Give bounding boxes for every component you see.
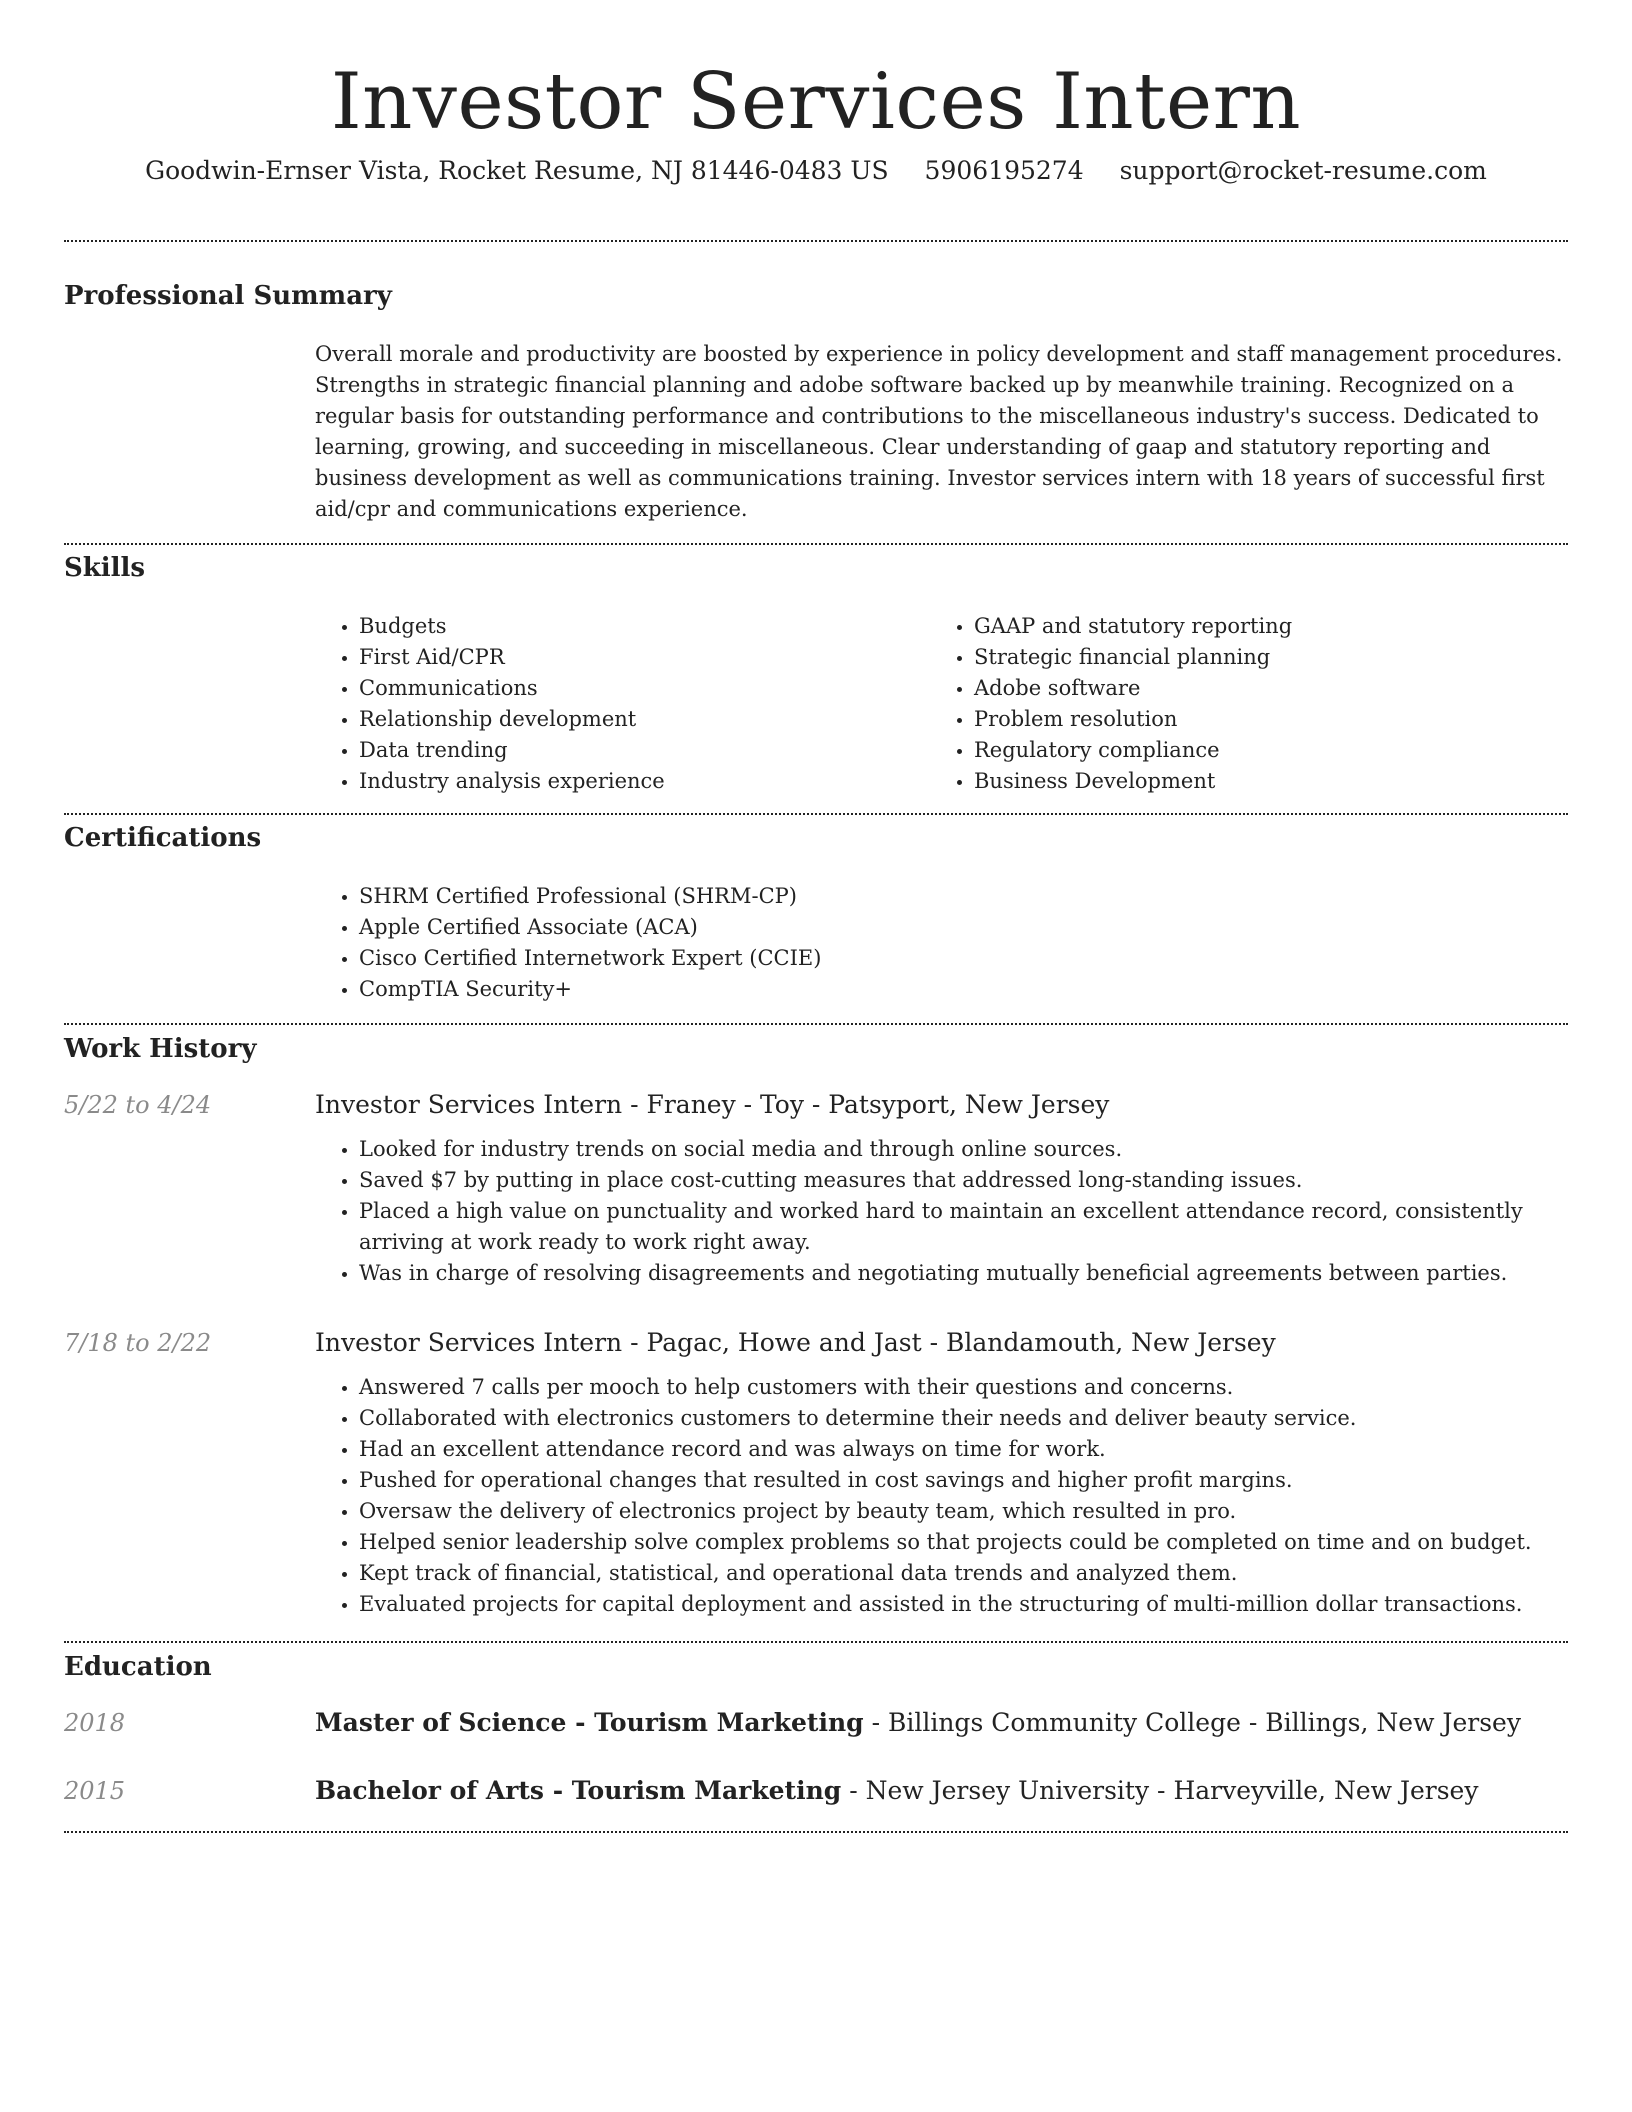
divider (64, 813, 1568, 815)
list-item: • Adobe software (974, 673, 1545, 704)
divider (64, 543, 1568, 545)
list-item: • Problem resolution (974, 704, 1545, 735)
list-item: • Kept track of financial, statistical, and operational data trends and analyzed them. (359, 1558, 1568, 1589)
list-item: • Helped senior leadership solve complex problems so that projects could be completed on time and on budget. (359, 1527, 1568, 1558)
job-role: Investor Services Intern (315, 1090, 623, 1119)
skills-section (64, 551, 1568, 793)
summary-section (64, 279, 1568, 521)
list-item: • First Aid/CPR (359, 642, 930, 673)
job-entry (315, 1326, 1568, 1620)
list-item: • Communications (359, 673, 930, 704)
section-title-skills: Skills (64, 553, 146, 583)
list-item: • Evaluated projects for capital deployment and assisted in the structuring of multi-million dollar transactions. (359, 1589, 1568, 1620)
list-item: • SHRM Certified Professional (SHRM-CP) (359, 881, 1568, 912)
certifications-list (315, 881, 1568, 1005)
section-title-education: Education (64, 1652, 212, 1682)
job-employer: - Franey - Toy - Patsyport, New Jersey (622, 1090, 1110, 1119)
skills-list-right (930, 611, 1545, 797)
education-degree: Master of Science - Tourism Marketing (315, 1708, 864, 1737)
job-title (315, 1326, 1568, 1360)
certifications-section (64, 821, 1568, 1001)
summary-text: Overall morale and productivity are boosted by experience in policy development and staff management procedures. Strengths in strategic financial planning and adobe software backed up by meanwhile training. Recognized on a regular basis for outstanding performance and contributions to the miscellaneous industry's success. Dedicated to learning, growing, and succeeding in miscellaneous. Clear understanding of gaap and statutory reporting and business development as well as communications training. Investor services intern with 18 years of successful first aid/cpr and communications experience. (315, 342, 1563, 521)
work-history-section (64, 1032, 1568, 1616)
list-item: • Saved $7 by putting in place cost-cutting measures that addressed long-standing issues. (359, 1165, 1568, 1196)
list-item: • Had an excellent attendance record and was always on time for work. (359, 1434, 1568, 1465)
resume-page (64, 0, 1568, 1805)
list-item: • Relationship development (359, 704, 930, 735)
section-title-certifications: Certifications (64, 823, 262, 853)
education-entry (315, 1774, 1568, 1808)
job-title (315, 1088, 1568, 1122)
contact-phone: 5906195274 (924, 156, 1084, 185)
list-item: • GAAP and statutory reporting (974, 611, 1545, 642)
job-bullets (315, 1134, 1568, 1289)
list-item: • Business Development (974, 766, 1545, 797)
job-employer: - Pagac, Howe and Jast - Blandamouth, New Jersey (622, 1328, 1276, 1357)
education-section (64, 1650, 1568, 1805)
skills-columns (315, 611, 1568, 797)
education-entry (315, 1706, 1568, 1740)
list-item: • Regulatory compliance (974, 735, 1545, 766)
education-school: - New Jersey University - Harveyville, New Jersey (841, 1776, 1479, 1805)
certifications-content (315, 881, 1568, 1005)
list-item: • Apple Certified Associate (ACA) (359, 912, 1568, 943)
section-title-summary: Professional Summary (64, 281, 392, 311)
job-dates: 7/18 to 2/22 (64, 1329, 212, 1357)
job-bullets (315, 1372, 1568, 1620)
list-item: • Placed a high value on punctuality and worked hard to maintain an excellent attendance record, consistently arriving at work ready to work right away. (359, 1196, 1568, 1258)
divider (64, 1641, 1568, 1643)
job-dates: 5/22 to 4/24 (64, 1091, 212, 1119)
contact-address: Goodwin-Ernser Vista, Rocket Resume, NJ 81446-0483 US (145, 156, 889, 185)
list-item: • Collaborated with electronics customers to determine their needs and deliver beauty service. (359, 1403, 1568, 1434)
job-role: Investor Services Intern (315, 1328, 623, 1357)
contact-email: support@rocket-resume.com (1119, 156, 1487, 185)
list-item: • Oversaw the delivery of electronics project by beauty team, which resulted in pro. (359, 1496, 1568, 1527)
list-item: • Was in charge of resolving disagreements and negotiating mutually beneficial agreements between parties. (359, 1258, 1568, 1289)
job-entry (315, 1088, 1568, 1289)
divider (64, 1023, 1568, 1025)
education-school: - Billings Community College - Billings, New Jersey (863, 1708, 1521, 1737)
candidate-name: Investor Services Intern (330, 57, 1302, 147)
skills-list-left (315, 611, 930, 797)
education-year: 2015 (64, 1777, 126, 1805)
divider (64, 240, 1568, 242)
list-item: • Answered 7 calls per mooch to help customers with their questions and concerns. (359, 1372, 1568, 1403)
list-item: • Pushed for operational changes that resulted in cost savings and higher profit margins. (359, 1465, 1568, 1496)
list-item: • Data trending (359, 735, 930, 766)
education-year: 2018 (64, 1709, 126, 1737)
education-degree: Bachelor of Arts - Tourism Marketing (315, 1776, 842, 1805)
list-item: • Industry analysis experience (359, 766, 930, 797)
divider (64, 1831, 1568, 1833)
list-item: • CompTIA Security+ (359, 974, 1568, 1005)
list-item: • Strategic financial planning (974, 642, 1545, 673)
section-title-work-history: Work History (64, 1034, 257, 1064)
contact-line (64, 154, 1568, 188)
list-item: • Looked for industry trends on social media and through online sources. (359, 1134, 1568, 1165)
list-item: • Cisco Certified Internetwork Expert (CCIE) (359, 943, 1568, 974)
list-item: • Budgets (359, 611, 930, 642)
